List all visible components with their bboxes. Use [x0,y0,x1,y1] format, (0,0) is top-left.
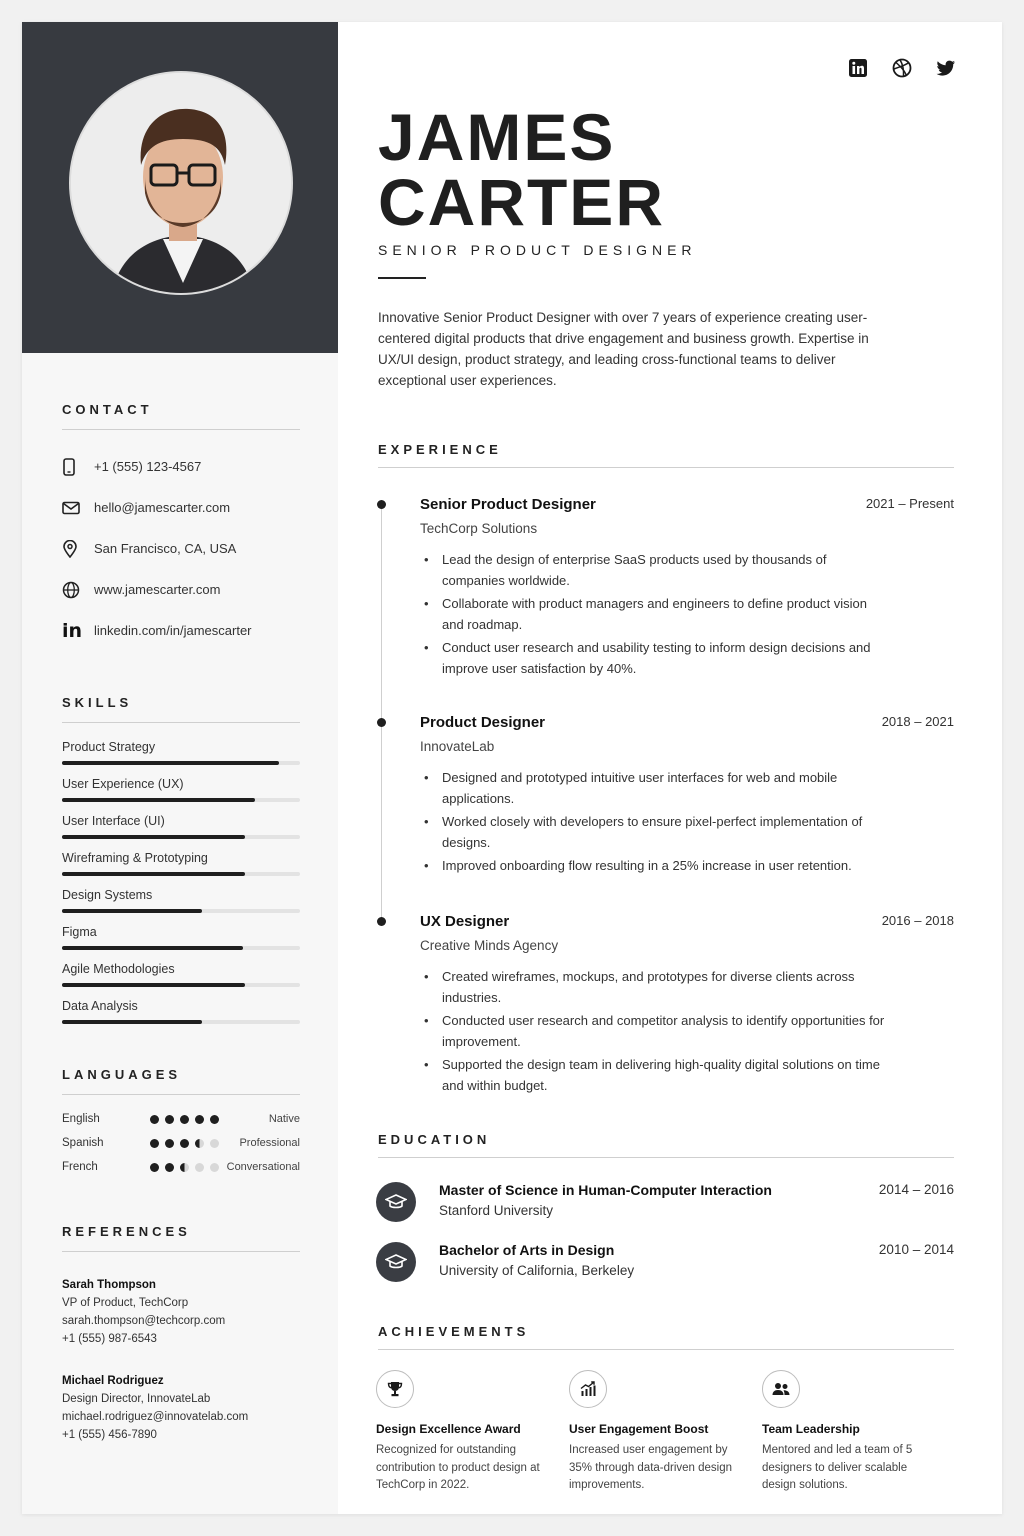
skill-item [62,993,300,1030]
experience-bullet: • Lead the design of enterprise SaaS products used by thousands of companies worldwide. [442,550,892,591]
reference-phone: +1 (555) 987-6543 [62,1333,157,1345]
growth-chart-icon [569,1370,607,1408]
skill-item [62,956,300,993]
name-first: JAMES [378,100,616,174]
phone-icon [62,458,94,476]
skill-name: Wireframing & Prototyping [62,851,208,865]
languages-list [62,1107,300,1179]
experience-bullet: • Worked closely with developers to ensure pixel-perfect implementation of designs. [442,812,892,853]
photo-block [22,22,338,353]
education-dates: 2010 – 2014 [878,1242,954,1257]
language-level: Conversational [226,1161,300,1173]
experience-bullet: • Improved onboarding flow resulting in a 25% increase in user retention. [442,856,892,877]
skill-name: User Experience (UX) [62,777,184,791]
reference-item [62,1276,300,1348]
contact-location [62,528,300,569]
linkedin-icon[interactable] [848,58,868,78]
job-bullets [442,967,892,1099]
job-title: Product Designer [420,714,546,731]
location-icon [62,540,94,558]
achievement-item [569,1370,739,1495]
skill-name: Figma [62,925,97,939]
languages-section [62,1067,300,1179]
language-level: Professional [239,1137,300,1149]
rating-dot [165,1163,174,1172]
timeline-dot [377,917,386,926]
skill-name: User Interface (UI) [62,814,165,828]
skill-item [62,919,300,956]
sidebar [22,22,338,1514]
contact-email[interactable] [62,487,300,528]
rating-dot [180,1139,189,1148]
achievement-item [376,1370,546,1495]
contact-website-text: www.jamescarter.com [94,582,221,597]
education-school: Stanford University [439,1203,554,1218]
experience-bullet: • Designed and prototyped intuitive user interfaces for web and mobile applications. [442,768,892,809]
achievement-desc: Mentored and led a team of 5 designers to deliver scalable design solutions. [762,1444,913,1491]
contact-location-text: San Francisco, CA, USA [94,541,237,556]
skill-name: Agile Methodologies [62,962,175,976]
skill-bar-track [62,761,300,765]
skill-bar-track [62,835,300,839]
skill-bar-track [62,946,300,950]
rating-dot [210,1163,219,1172]
experience-bullet: • Collaborate with product managers and engineers to define product vision and roadmap. [442,594,892,635]
profile-summary: Innovative Senior Product Designer with over 7 years of experience creating user-centered digital products that drive engagement and business growth. Expertise in UX/UI design, product strategy, and leading cross-functional teams to deliver exceptional user experiences. [378,310,869,388]
contact-email-text: hello@jamescarter.com [94,500,231,515]
language-rating [150,1115,220,1124]
skill-name: Design Systems [62,888,153,902]
skill-bar-fill [62,761,279,765]
reference-email[interactable]: michael.rodriguez@innovatelab.com [62,1411,249,1423]
experience-bullet: • Conducted user research and competitor analysis to identify opportunities for improvement. [442,1011,892,1052]
language-item [62,1131,300,1155]
rating-dot [165,1115,174,1124]
contact-linkedin-text: linkedin.com/in/jamescarter [94,623,252,638]
contact-website[interactable] [62,569,300,610]
education-item [376,1182,954,1226]
dribbble-icon[interactable] [892,58,912,78]
achievement-title: User Engagement Boost [569,1422,709,1436]
skill-name: Product Strategy [62,740,156,754]
resume-page [22,22,1002,1514]
job-title: SENIOR PRODUCT DESIGNER [378,242,697,258]
education-degree: Master of Science in Human-Computer Interaction [439,1182,772,1198]
skill-bar-fill [62,909,202,913]
skill-bar-track [62,872,300,876]
skill-bar-fill [62,1020,202,1024]
skill-bar-track [62,983,300,987]
rating-dot [195,1115,204,1124]
language-name: Spanish [62,1137,104,1149]
reference-role: Design Director, InnovateLab [62,1393,211,1405]
team-icon [762,1370,800,1408]
rating-dot [210,1139,219,1148]
rating-dot [180,1115,189,1124]
skill-item [62,845,300,882]
reference-name: Sarah Thompson [62,1279,156,1291]
references-heading: REFERENCES [62,1224,300,1252]
main-content [338,22,1002,1514]
title-divider [378,277,426,279]
skill-bar-fill [62,983,245,987]
linkedin-icon: in [62,619,83,642]
reference-role: VP of Product, TechCorp [62,1297,189,1309]
reference-name: Michael Rodriguez [62,1375,164,1387]
language-item [62,1107,300,1131]
achievement-title: Team Leadership [762,1422,860,1436]
globe-icon [62,581,94,599]
skills-section [62,695,300,1030]
skill-bar-track [62,1020,300,1024]
languages-heading: LANGUAGES [62,1067,300,1095]
job-company: InnovateLab [420,739,495,754]
achievement-desc: Recognized for outstanding contribution to product design at TechCorp in 2022. [376,1444,540,1491]
achievements-heading: ACHIEVEMENTS [378,1324,954,1350]
skill-item [62,734,300,771]
experience-heading: EXPERIENCE [378,442,954,468]
rating-dot [180,1163,189,1172]
job-company: Creative Minds Agency [420,938,559,953]
twitter-icon[interactable] [936,58,956,78]
contact-section [62,402,300,651]
skill-bar-fill [62,798,255,802]
language-name: English [62,1113,100,1125]
education-item [376,1242,954,1286]
achievement-desc: Increased user engagement by 35% through data-driven design improvements. [569,1444,733,1491]
contact-linkedin[interactable] [62,610,300,651]
achievement-title: Design Excellence Award [376,1422,521,1436]
experience-bullet: • Supported the design team in delivering high-quality digital solutions on time and within budget. [442,1055,892,1096]
rating-dot [195,1139,204,1148]
experience-bullet: • Created wireframes, mockups, and prototypes for diverse clients across industries. [442,967,892,1008]
rating-dot [150,1139,159,1148]
skill-bar-fill [62,946,243,950]
timeline-line [381,506,382,924]
skill-bar-track [62,909,300,913]
timeline-dot [377,500,386,509]
education-degree: Bachelor of Arts in Design [439,1242,615,1258]
rating-dot [150,1163,159,1172]
references-section [62,1224,300,1444]
skill-name: Data Analysis [62,999,138,1013]
education-heading: EDUCATION [378,1132,954,1158]
reference-email[interactable]: sarah.thompson@techcorp.com [62,1315,226,1327]
skill-bar-fill [62,872,245,876]
language-level: Native [268,1113,300,1125]
education-dates: 2014 – 2016 [878,1182,954,1197]
social-links [848,58,956,78]
job-dates: 2018 – 2021 [881,714,954,729]
rating-dot [195,1163,204,1172]
job-title: Senior Product Designer [420,496,596,513]
trophy-icon [376,1370,414,1408]
portrait-illustration [71,73,293,295]
reference-phone: +1 (555) 456-7890 [62,1429,157,1441]
job-title: UX Designer [420,913,510,930]
graduation-cap-icon [376,1242,416,1282]
job-dates: 2021 – Present [865,496,954,511]
rating-dot [165,1139,174,1148]
name-last: CARTER [378,165,665,239]
job-bullets [442,768,892,880]
contact-phone[interactable] [62,446,300,487]
job-dates: 2016 – 2018 [881,913,954,928]
rating-dot [150,1115,159,1124]
mail-icon [62,501,94,515]
timeline-dot [377,718,386,727]
skill-bar-fill [62,835,245,839]
rating-dot [210,1115,219,1124]
reference-item [62,1372,300,1444]
job-company: TechCorp Solutions [420,521,538,536]
achievement-item [762,1370,932,1495]
skill-item [62,771,300,808]
experience-bullet: • Conduct user research and usability testing to inform design decisions and improve user satisfaction by 40%. [442,638,892,679]
skill-item [62,808,300,845]
language-rating [150,1163,220,1172]
skill-item [62,882,300,919]
education-school: University of California, Berkeley [439,1263,635,1278]
skills-list [62,734,300,1030]
contact-heading: CONTACT [62,402,300,430]
graduation-cap-icon [376,1182,416,1222]
language-name: French [62,1161,98,1173]
language-rating [150,1139,220,1148]
job-bullets [442,550,892,682]
skills-heading: SKILLS [62,695,300,723]
language-item [62,1155,300,1179]
skill-bar-track [62,798,300,802]
contact-phone-text: +1 (555) 123-4567 [94,459,202,474]
avatar [69,71,293,295]
